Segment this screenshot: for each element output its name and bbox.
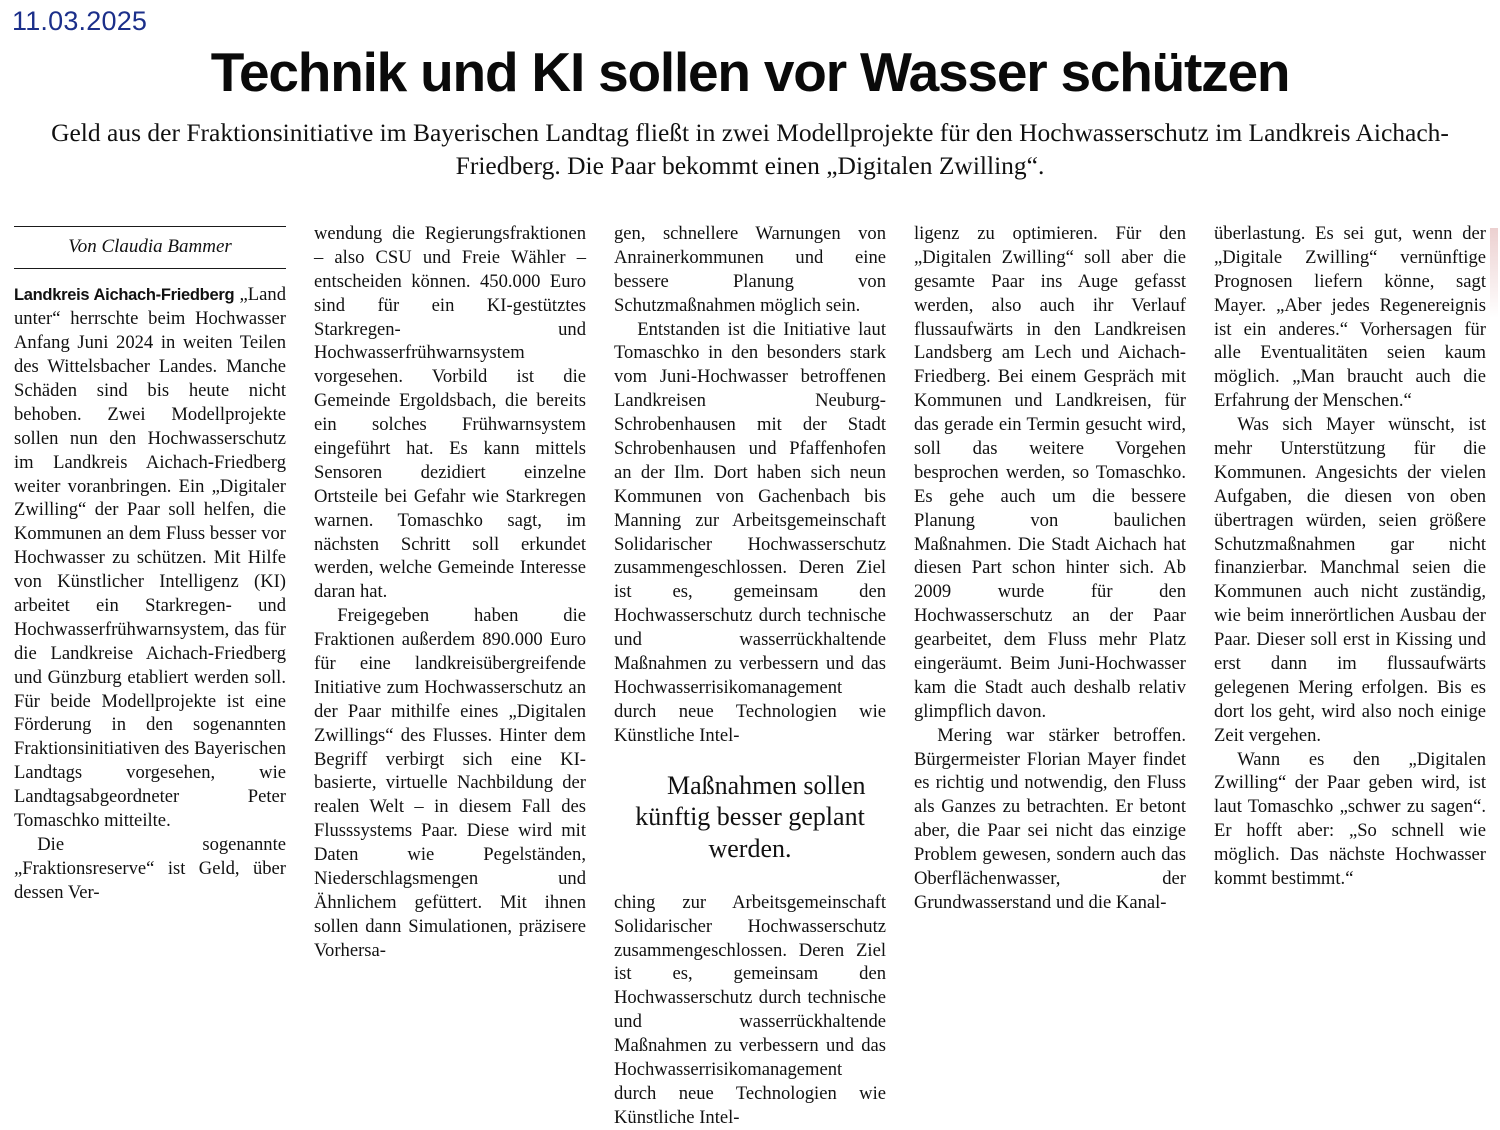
article-columns — [14, 222, 1486, 1130]
byline: Von Claudia Bammer — [14, 227, 286, 269]
pull-quote: Maßnahmen sollen künftig besser geplant werden. — [635, 770, 866, 864]
page-title: Technik und KI sollen vor Wasser schützen — [210, 41, 1290, 103]
paragraph: ligenz zu optimieren. Für den „Digitalen Zwilling“ soll aber die gesamte Paar ins Auge gefasst werden, also auch ihr Verlauf flussaufwärts in den Landkreisen Landsberg am Lech und Aichach-Friedberg. Bei einem Gespräch mit Kommunen und Landkreisen, für das gerade ein Termin gesucht wird, soll das weitere Vorgehen besprochen werden, so Tomaschko. Es gehe auch um die bessere Planung von baulichen Maßnahmen. Die Stadt Aichach hat diesen Part schon hinter sich. Ab 2009 wurde für den Hochwasserschutz an der Paar gearbeitet, dem Fluss mehr Platz eingeräumt. Beim Juni-Hochwasser kam die Stadt auch deshalb relativ glimpflich davon. — [914, 223, 1186, 722]
paragraph-lead — [14, 283, 286, 832]
paragraph: Entstanden ist die Initiative laut Tomaschko in den besonders stark vom Juni-Hochwasser betroffenen Landkreisen Neuburg-Schrobenhausen mit der Stadt Schrobenhausen und Pfaffenhofen an der Ilm. Dort haben sich neun Kommunen von Gachenbach bis Manning zur Arbeitsgemeinschaft Solidarischer Hochwasserschutz zusammengeschlossen. Deren Ziel ist es, gemeinsam den Hochwasserschutz durch technische und wasserrückhaltende Maßnahmen zu verbessern und das Hochwasserrisikomanagement durch neue Technologien wie Künstliche Intel- — [614, 318, 886, 746]
article-column-2 — [314, 222, 586, 1130]
paragraph: Wann es den „Digitalen Zwilling“ der Paar geben wird, ist laut Tomaschko „schwer zu sagen“. Er hofft aber: „So schnell wie möglich. Das nächste Hochwasser kommt bestimmt.“ — [1214, 748, 1486, 890]
paragraph: Was sich Mayer wünscht, ist mehr Unterstützung für die Kommunen. Angesichts der vielen Aufgaben, die diesen von oben übertragen würden, seien größere Schutzmaßnahmen gar nicht finanzierbar. Manchmal seien die Kommunen auch nicht zuständig, wie beim innerörtlichen Ausbau der Paar. Dieser soll erst in Kissing und erst dann im flussaufwärts gelegenen Mering erfolgen. Bis es dort los geht, wird also noch einige Zeit vergehen. — [1214, 414, 1486, 746]
paragraph: Die sogenannte „Fraktionsreserve“ ist Geld, über dessen Ver- — [14, 833, 286, 903]
paragraph: Mering war stärker betroffen. Bürgermeister Florian Mayer findet es richtig und notwendig, den Fluss als Ganzes zu betrachten. Er betont aber, die Paar sei nicht das einzige Problem gewesen, sondern auch das Oberflächenwasser, der Grundwasserstand und die Kanal- — [914, 724, 1186, 913]
paragraph-lead-text: „Land unter“ herrschte beim Hochwasser Anfang Juni 2024 in weiten Teilen des Wittelsbacher Landes. Manche Schäden sind bis heute nicht behoben. Zwei Modellprojekte sollen nun den Hochwasserschutz im Landkreis Aichach-Friedberg weiter voranbringen. Ein „Digitaler Zwilling“ der Paar soll helfen, die Kommunen an dem Fluss besser vor Hochwasser zu schützen. Mit Hilfe von Künstlicher Intelligenz (KI) arbeitet ein Starkregen- und Hochwasserfrühwarnsystem, das für die Landkreise Aichach-Friedberg und Günzburg etabliert werden soll. Für beide Modellprojekte ist eine Förderung in den sogenannten Fraktionsinitiativen des Bayerischen Landtags vorgesehen, wie Landtagsabgeordneter Peter Tomaschko mitteilte. — [14, 284, 286, 831]
date-stamp: 11.03.2025 — [12, 6, 148, 36]
paragraph: gen, schnellere Warnungen von Anrainerkommunen und eine bessere Planung von Schutzmaßnahmen möglich sein. — [614, 223, 886, 316]
article-column-5 — [1214, 222, 1486, 1130]
paragraph: wendung die Regierungsfraktionen – also CSU und Freie Wähler – entscheiden können. 450.000 Euro sind für ein KI-gestütztes Starkregen- und Hochwasserfrühwarnsystem vorgesehen. Vorbild ist die Gemeinde Ergoldsbach, die bereits ein solches Frühwarnsystem eingeführt hat. Es kann mittels Sensoren dezidiert einzelne Ortsteile bei Gefahr wie Starkregen warnen. Tomaschko sagt, im nächsten Schritt soll erkundet werden, welche Gemeinde Interesse daran hat. — [314, 223, 586, 603]
article-column-1 — [14, 222, 286, 1130]
paragraph-continued: ching zur Arbeitsgemeinschaft Solidarischer Hochwasserschutz zusammengeschlossen. Deren Ziel ist es, gemeinsam den Hochwasserschutz durch technische und wasserrückhaltende Maßnahmen zu verbessern und das Hochwasserrisikomanagement durch neue Technologien wie Künstliche Intel- — [614, 891, 886, 1128]
paragraph: Freigegeben haben die Fraktionen außerdem 890.000 Euro für eine landkreisübergreifende Initiative zum Hochwasserschutz an der Paar mithilfe eines „Digitalen Zwillings“ des Flusses. Hinter dem Begriff verbirgt sich eine KI-basierte, virtuelle Nachbildung der realen Welt – in diesem Fall des Flusssystems Paar. Diese wird mit Daten wie Pegelständen, Niederschlagsmengen und Ähnlichem gefüttert. Mit ihnen sollen dann Simulationen, präzisere Vorhersa- — [314, 605, 586, 961]
scan-artifact — [1490, 228, 1498, 318]
paragraph: überlastung. Es sei gut, wenn der „Digitale Zwilling“ vernünftige Prognosen liefern könne, sagt Mayer. „Aber jedes Regenereignis ist ein anderes.“ Vorhersagen für alle Eventualitäten seien kaum möglich. „Man braucht auch die Erfahrung der Menschen.“ — [1214, 223, 1486, 412]
subheadline: Geld aus der Fraktionsinitiative im Bayerischen Landtag fließt in zwei Modellprojekte für den Hochwasserschutz im Landkreis Aichach-Friedberg. Die Paar bekommt einen „Digitalen Zwilling“. — [51, 117, 1449, 180]
article-column-4 — [914, 222, 1186, 1130]
dateline: Landkreis Aichach-Friedberg — [14, 286, 235, 305]
article-column-3 — [614, 222, 886, 1130]
